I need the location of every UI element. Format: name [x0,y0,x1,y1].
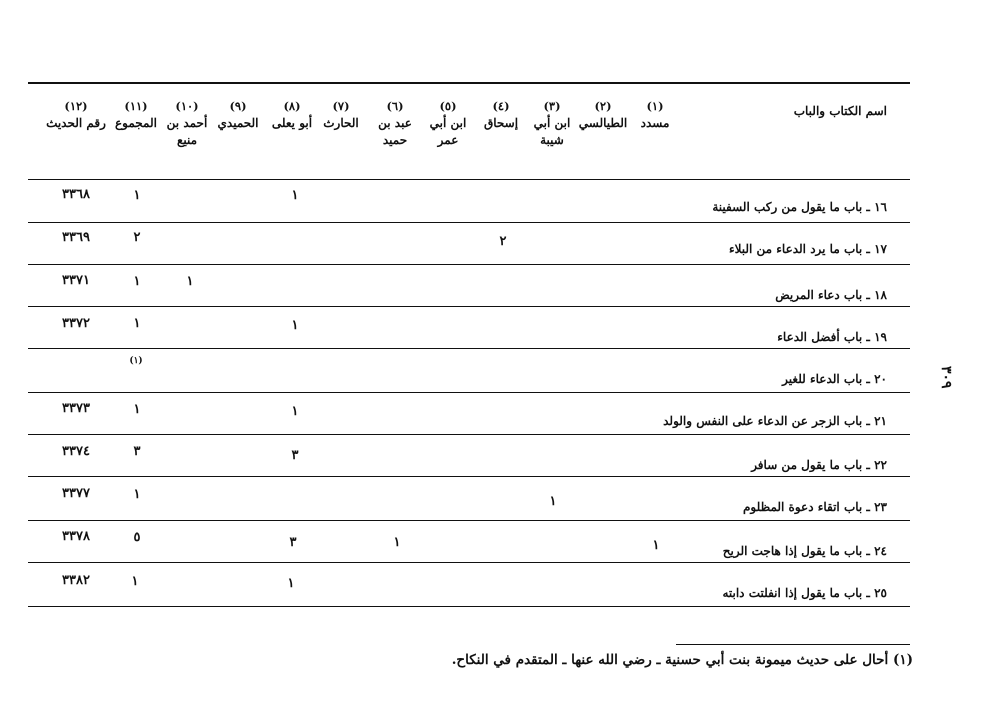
header-title: إسحاق [483,116,519,130]
row-rule [28,222,910,223]
row-rule [28,348,910,349]
cell-hadith-number: ٣٣٧٤ [62,444,90,459]
row-label: ١٧ ـ باب ما يرد الدعاء من البلاء [728,242,887,256]
header-title: الطيالسي [578,116,628,130]
row-rule [28,392,910,393]
row-label: ٢٥ ـ باب ما يقول إذا انفلتت دابته [722,586,887,600]
row-label: ٢٠ ـ باب الدعاء للغير [782,372,887,386]
footnote-separator [676,644,910,645]
row-label: ٢١ ـ باب الزجر عن الدعاء على النفس والولد [663,414,887,428]
cell-total-footnote-ref: (١) [129,356,143,366]
cell-total: ١ [133,274,141,289]
header-ishaq [470,98,532,132]
header-ibn-abi-shayba [526,98,578,149]
row-rule [28,264,910,265]
cell-abu-yala: ١ [291,318,299,333]
cell-hadith-number: ٣٣٧٧ [62,486,90,501]
footnote: (١) أحال على حديث ميمونة بنت أبي حسنية ـ رضي الله عنها ـ المتقدم في النكاح. [451,652,913,668]
cell-musaddad: ١ [652,538,660,553]
cell-hadith-number: ٣٣٧٢ [62,316,90,331]
row-label: ٢٢ ـ باب ما يقول من سافر [751,458,887,472]
cell-hadith-number: ٣٣٦٨ [62,187,90,202]
cell-abu-yala: ١ [291,188,299,203]
header-number: (١٢) [64,99,88,113]
cell-ahmad-bin-mani: ١ [186,274,194,289]
row-rule [28,306,910,307]
header-number: (٦) [386,99,404,113]
cell-total: ١ [133,316,141,331]
row-label: ٢٤ ـ باب ما يقول إذا هاجت الريح [722,544,887,558]
row-label: ١٦ ـ باب ما يقول من ركب السفينة [712,200,887,214]
cell-abu-yala: ١ [287,576,295,591]
cell-total: ١ [133,487,141,502]
header-title: ابن أبي شيبة [533,116,571,147]
cell-hadith-number: ٣٣٨٢ [62,573,90,588]
cell-hadith-number: ٣٣٧٣ [62,401,90,416]
header-number: (٨) [283,99,301,113]
header-number: (١١) [124,99,148,113]
row-rule [28,520,910,521]
header-tayalisi [568,98,638,132]
cell-total: ١ [131,574,139,589]
header-number: (١٠) [175,99,199,113]
row-label: ٢٣ ـ باب اتقاء دعوة المظلوم [743,500,887,514]
cell-total: ١ [133,402,141,417]
header-title: ابن أبي عمر [429,116,467,147]
header-title: رقم الحديث [46,116,106,130]
header-title: مسدد [640,116,670,130]
header-bottom-rule [28,179,910,180]
cell-abu-yala: ١ [291,404,299,419]
cell-total: ٣ [133,444,141,459]
cell-hadith-number: ٣٣٧٨ [62,529,90,544]
header-title: أحمد بن منيع [166,116,208,147]
header-number: (٥) [439,99,457,113]
header-number: (٩) [229,99,247,113]
row-label: ١٩ ـ باب أفضل الدعاء [777,330,887,344]
header-abd-bin-humayd [370,98,420,149]
table-top-rule [28,82,910,84]
cell-abu-yala: ٣ [289,535,297,550]
cell-abu-yala: ٣ [291,448,299,463]
header-chapter-name: اسم الكتاب والباب [793,104,887,118]
header-title: الحميدي [217,116,259,130]
header-hadith-number [34,98,118,132]
header-title: الحارث [323,116,359,130]
header-number: (٧) [332,99,350,113]
cell-abd-bin-humayd: ١ [393,535,401,550]
cell-hadith-number: ٣٣٦٩ [62,230,90,245]
cell-total: ١ [133,188,141,203]
cell-total: ٢ [133,230,141,245]
header-title: أبو يعلى [271,116,313,130]
header-number: (٤) [492,99,510,113]
header-title: عبد بن حميد [378,116,412,147]
row-rule [28,476,910,477]
header-number: (٢) [594,99,612,113]
row-rule [28,434,910,435]
margin-page-mark: ٣٠٩ [938,366,954,389]
header-number: (١) [646,99,664,113]
table-bottom-rule [28,606,910,607]
header-title: المجموع [115,116,157,130]
cell-ishaq: ٢ [499,234,507,249]
header-ibn-abi-umar [424,98,472,149]
header-number: (٣) [543,99,561,113]
cell-total: ٥ [133,530,141,545]
row-label: ١٨ ـ باب دعاء المريض [775,288,887,302]
cell-ibn-abi-shayba: ١ [549,494,557,509]
cell-hadith-number: ٣٣٧١ [62,273,90,288]
row-rule [28,562,910,563]
